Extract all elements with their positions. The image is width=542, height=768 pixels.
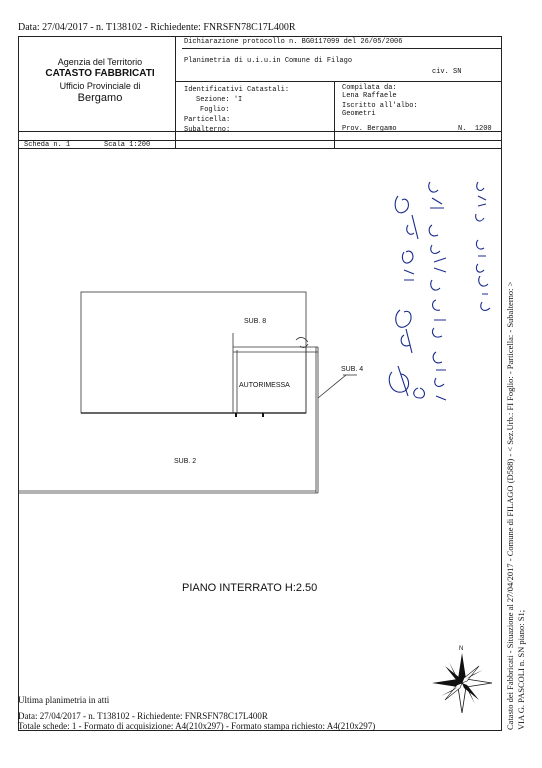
province: Prov. Bergamo xyxy=(342,125,397,133)
number-value: 1200 xyxy=(474,125,492,133)
side-cadastral-info xyxy=(505,170,527,730)
subalterno-label: Subalterno: xyxy=(184,126,231,134)
compiled-label: Compilata da: xyxy=(342,84,397,92)
ufficio-city: Bergamo xyxy=(77,92,123,104)
sub8-label: SUB. 8 xyxy=(244,318,267,325)
side-line-1: Catasto dei Fabbricati - Situazione al 27/04/2017 - Comune di FILAGO (D588) - < Sez.Urb.: FI Foglio: - Particella: - Subalterno: > xyxy=(505,281,515,730)
handwritten-signature xyxy=(389,182,490,400)
sub2-label: SUB. 2 xyxy=(174,458,197,465)
iscritto-label: Iscritto all'albo: xyxy=(342,102,418,110)
north-label: N xyxy=(459,646,464,652)
planimetry-title: Planimetria di u.i.u.in Comune di Filago xyxy=(184,57,353,65)
sub4-label: SUB. 4 xyxy=(341,366,364,373)
particella-label: Particella: xyxy=(184,116,231,124)
sezione-value: ʹI xyxy=(233,96,243,104)
civic-number: civ. SN xyxy=(432,68,462,76)
scala-label: Scala 1:200 xyxy=(104,141,151,149)
foglio-label: Foglio: xyxy=(200,106,230,114)
number-label: N. xyxy=(458,125,467,133)
compass-rose xyxy=(432,653,492,713)
footer-data-line: Data: 27/04/2017 - n. T138102 - Richiedente: FNRSFN78C17L400R xyxy=(18,711,268,721)
autorimessa-label: AUTORIMESSA xyxy=(239,382,290,389)
agency-name: Agenzia del Territorio xyxy=(57,57,143,67)
catasto-title: CATASTO FABBRICATI xyxy=(45,68,155,79)
floor-label: PIANO INTERRATO H:2.50 xyxy=(182,582,318,594)
declaration-line: Dichiarazione protocollo n. BG0117099 del 26/05/2006 xyxy=(184,38,403,46)
scheda-label: Scheda n. 1 xyxy=(24,141,71,149)
sub8-outline xyxy=(81,292,306,413)
compiler-name: Lena Raffaele xyxy=(342,92,397,100)
albo-value: Geometri xyxy=(342,110,376,118)
sezione-label: Sezione: xyxy=(196,96,234,104)
side-line-2: VIA G. PASCOLI n. SN piano: S1; xyxy=(516,609,526,730)
footer-last-plan: Ultima planimetria in atti xyxy=(18,695,110,705)
footer-totale-line: Totale schede: 1 - Formato di acquisizione: A4(210x297) - Formato stampa richiesto: A4(210x297) xyxy=(18,721,376,731)
ufficio-label: Ufficio Provinciale di xyxy=(59,81,141,91)
identifiers-title: Identificativi Catastali: xyxy=(184,86,290,94)
top-header-line: Data: 27/04/2017 - n. T138102 - Richiedente: FNRSFN78C17L400R xyxy=(18,22,296,33)
